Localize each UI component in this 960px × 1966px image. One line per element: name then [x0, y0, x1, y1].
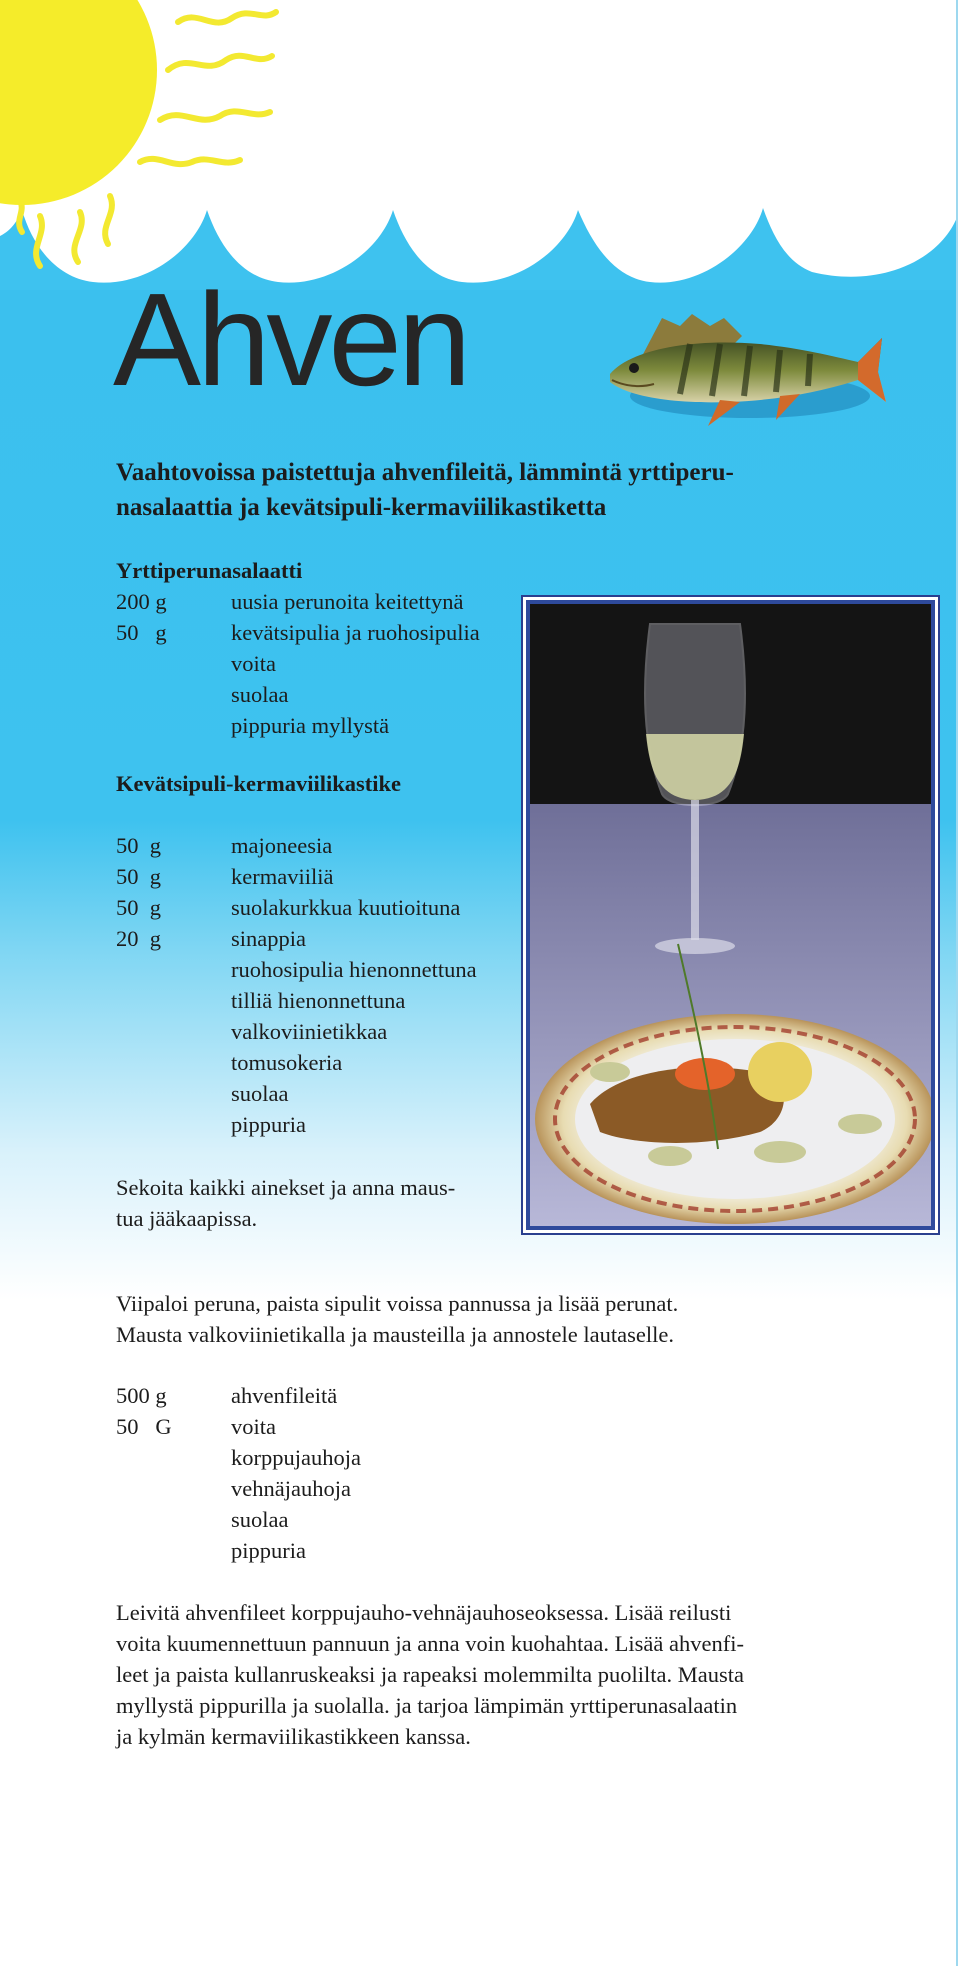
cooking-instructions-line: Leivitä ahvenfileet korppujauho-vehnäjauhoseoksessa. Lisää reilusti	[116, 1600, 732, 1625]
ingredient-name: kevätsipulia ja ruohosipulia	[231, 620, 480, 645]
ingredient-qty	[116, 1016, 231, 1047]
ingredient-row	[116, 830, 477, 861]
sauce-heading-block	[116, 768, 401, 799]
ingredient-qty: 50 g	[116, 833, 161, 858]
page-title: Ahven	[113, 266, 468, 413]
ingredient-qty	[116, 1047, 231, 1078]
ingredient-qty: 50 G	[116, 1414, 172, 1439]
ingredient-row	[116, 954, 477, 985]
ingredient-row	[116, 861, 477, 892]
cooking-instructions-line: leet ja paista kullanruskeaksi ja rapeaksi molemmilta puolilta. Mausta	[116, 1662, 744, 1687]
salad-heading: Yrttiperunasalaatti	[116, 558, 303, 583]
ingredient-name: ruohosipulia hienonnettuna	[231, 957, 477, 982]
page-edge-line	[956, 0, 958, 1966]
ingredient-qty	[116, 1078, 231, 1109]
ingredient-qty	[116, 679, 231, 710]
ingredient-row	[116, 1380, 361, 1411]
salad-ingredients	[116, 555, 480, 741]
ingredient-name: suolakurkkua kuutioituna	[231, 895, 461, 920]
ingredient-row	[116, 1411, 361, 1442]
sauce-heading: Kevätsipuli-kermaviilikastike	[116, 771, 402, 796]
ingredient-name: suolaa	[231, 1507, 289, 1532]
ingredient-qty: 50 g	[116, 864, 161, 889]
salad-instructions-line-2: Mausta valkoviinietikalla ja mausteilla ja annostele lautaselle.	[116, 1322, 674, 1347]
ingredient-qty	[116, 985, 231, 1016]
ingredient-qty	[116, 1109, 231, 1140]
ingredient-qty	[116, 1473, 231, 1504]
sauce-instructions-line-1: Sekoita kaikki ainekset ja anna maus-	[116, 1175, 456, 1200]
ingredient-row	[116, 1473, 361, 1504]
cooking-instructions-line: myllystä pippurilla ja suolalla. ja tarjoa lämpimän yrttiperunasalaatin	[116, 1693, 738, 1718]
ingredient-row	[116, 679, 480, 710]
ingredient-qty	[116, 1504, 231, 1535]
salad-instructions	[116, 1288, 678, 1350]
sauce-instructions-line-2: tua jääkaapissa.	[116, 1206, 258, 1231]
ingredient-name: korppujauhoja	[231, 1445, 361, 1470]
ingredient-name: uusia perunoita keitettynä	[231, 589, 464, 614]
ingredient-name: suolaa	[231, 682, 289, 707]
ingredient-qty	[116, 1442, 231, 1473]
ingredient-name: ahvenfileitä	[231, 1383, 338, 1408]
cooking-instructions-line: ja kylmän kermaviilikastikkeen kanssa.	[116, 1724, 471, 1749]
sun-and-waves-illustration	[0, 0, 958, 290]
ingredient-row	[116, 1078, 477, 1109]
dish-photo-frame	[521, 595, 940, 1235]
perch-fish-illustration	[600, 296, 890, 436]
ingredient-name: voita	[231, 1414, 276, 1439]
ingredient-name: pippuria	[231, 1538, 306, 1563]
ingredient-qty	[116, 710, 231, 741]
sauce-ingredients	[116, 830, 477, 1140]
ingredient-name: pippuria myllystä	[231, 713, 390, 738]
ingredient-name: pippuria	[231, 1112, 306, 1137]
ingredient-row	[116, 586, 480, 617]
sauce-instructions	[116, 1172, 455, 1234]
ingredient-row	[116, 1016, 477, 1047]
ingredient-qty: 200 g	[116, 589, 167, 614]
dish-photo	[530, 604, 933, 1228]
ingredient-qty: 50 g	[116, 620, 167, 645]
ingredient-qty	[116, 648, 231, 679]
ingredient-name: suolaa	[231, 1081, 289, 1106]
ingredient-qty: 500 g	[116, 1383, 167, 1408]
ingredient-name: majoneesia	[231, 833, 333, 858]
cooking-instructions	[116, 1597, 744, 1752]
subtitle-line-1: Vaahtovoissa paistettuja ahvenfileitä, lämmintä yrttiperu-	[116, 459, 734, 486]
ingredient-name: valkoviinietikkaa	[231, 1019, 388, 1044]
ingredient-qty: 50 g	[116, 895, 161, 920]
ingredient-row	[116, 617, 480, 648]
ingredient-name: tomusokeria	[231, 1050, 343, 1075]
ingredient-row	[116, 985, 477, 1016]
ingredient-name: vehnäjauhoja	[231, 1476, 351, 1501]
ingredient-qty	[116, 954, 231, 985]
ingredient-name: tilliä hienonnettuna	[231, 988, 406, 1013]
ingredient-row	[116, 923, 477, 954]
ingredient-qty: 20 g	[116, 926, 161, 951]
salad-instructions-line-1: Viipaloi peruna, paista sipulit voissa pannussa ja lisää perunat.	[116, 1291, 679, 1316]
ingredient-row	[116, 1109, 477, 1140]
cooking-instructions-line: voita kuumennettuun pannuun ja anna voin kuohahtaa. Lisää ahvenfi-	[116, 1631, 744, 1656]
ingredient-row	[116, 1047, 477, 1078]
ingredient-row	[116, 710, 480, 741]
ingredient-row	[116, 648, 480, 679]
ingredient-row	[116, 1504, 361, 1535]
ingredient-name: kermaviiliä	[231, 864, 334, 889]
ingredient-row	[116, 1442, 361, 1473]
ingredient-name: voita	[231, 651, 276, 676]
ingredient-row	[116, 892, 477, 923]
ingredient-name: sinappia	[231, 926, 306, 951]
fish-ingredients	[116, 1380, 361, 1566]
subtitle-line-2: nasalaattia ja kevätsipuli-kermaviilikastiketta	[116, 494, 607, 521]
recipe-subtitle	[116, 455, 856, 525]
ingredient-row	[116, 1535, 361, 1566]
ingredient-qty	[116, 1535, 231, 1566]
